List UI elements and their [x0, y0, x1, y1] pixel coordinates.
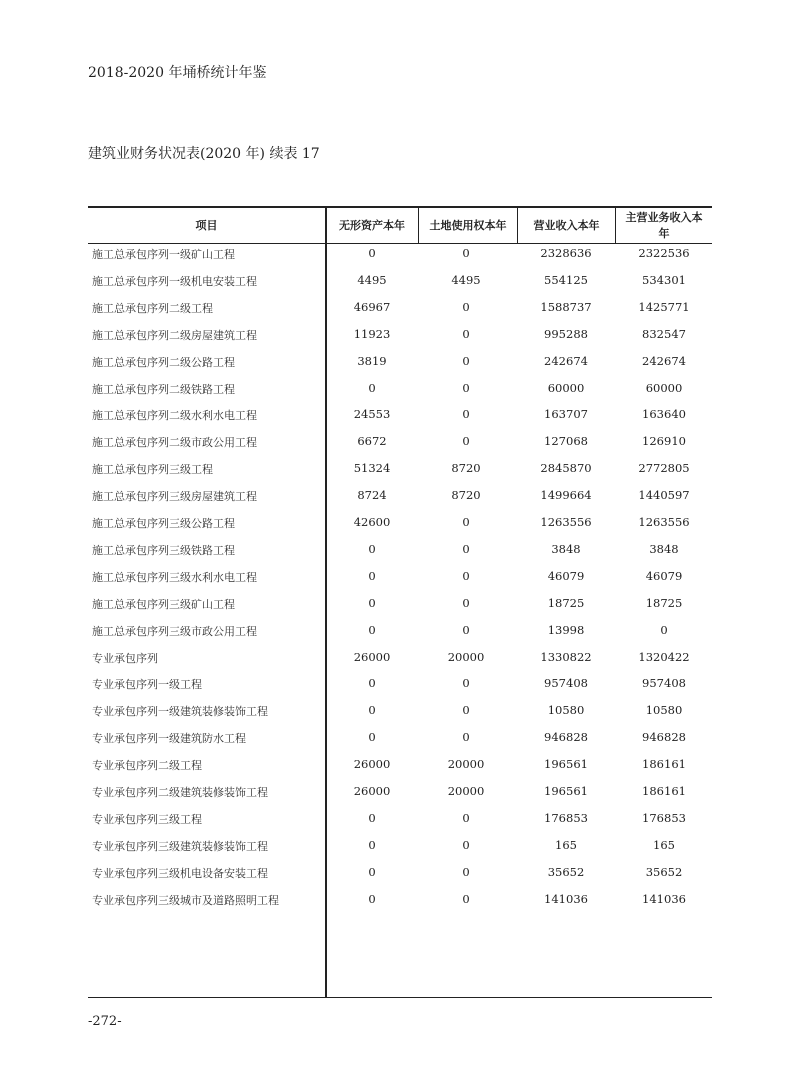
table-row — [88, 461, 712, 481]
cell-value: 1320422 — [638, 649, 690, 664]
row-label: 施工总承包序列三级房屋建筑工程 — [92, 490, 257, 504]
table-row — [88, 811, 712, 831]
cell-value: 20000 — [447, 757, 485, 772]
cell-value: 6672 — [357, 434, 387, 449]
table-row — [88, 569, 712, 589]
cell-value: 3848 — [551, 541, 581, 556]
row-label: 施工总承包序列二级公路工程 — [92, 355, 235, 369]
cell-value: 60000 — [547, 380, 585, 395]
cell-value: 534301 — [642, 272, 686, 287]
cell-value: 10580 — [645, 703, 683, 718]
row-label: 专业承包序列三级城市及道路照明工程 — [92, 893, 279, 907]
row-label: 施工总承包序列二级房屋建筑工程 — [92, 328, 257, 342]
cell-value: 46079 — [547, 568, 585, 583]
cell-value: 141036 — [544, 891, 588, 906]
cell-value: 0 — [368, 810, 376, 825]
row-label: 施工总承包序列三级工程 — [92, 463, 213, 477]
row-label: 施工总承包序列二级水利水电工程 — [92, 409, 257, 423]
cell-value: 26000 — [353, 649, 391, 664]
cell-value: 42600 — [353, 515, 391, 529]
table-row — [88, 650, 712, 670]
cell-value: 0 — [462, 434, 470, 449]
row-label: 专业承包序列二级工程 — [92, 759, 202, 773]
table-row — [88, 623, 712, 643]
cell-value: 186161 — [642, 784, 686, 798]
table-row — [88, 327, 712, 347]
table-row — [88, 838, 712, 858]
cell-value: 51324 — [353, 461, 391, 476]
cell-value: 26000 — [353, 784, 391, 798]
cell-value: 1263556 — [638, 515, 690, 529]
cell-value: 1425771 — [638, 299, 690, 314]
column-header-item: 项目 — [195, 218, 218, 232]
cell-value: 4495 — [451, 272, 481, 287]
cell-value: 46079 — [645, 568, 683, 583]
row-label: 施工总承包序列三级矿山工程 — [92, 597, 235, 611]
cell-value: 0 — [368, 891, 376, 906]
cell-value: 0 — [462, 891, 470, 906]
cell-value: 0 — [462, 299, 470, 314]
cell-value: 163707 — [544, 407, 588, 422]
running-head: 2018-2020 年埇桥统计年鉴 — [88, 65, 267, 81]
header-rule — [88, 243, 712, 244]
column-header-intangible: 无形资产本年 — [339, 218, 405, 232]
cell-value: 2328636 — [540, 246, 592, 260]
table-row — [88, 596, 712, 616]
cell-value: 1263556 — [540, 515, 592, 529]
row-label: 施工总承包序列三级铁路工程 — [92, 543, 235, 557]
cell-value: 832547 — [642, 326, 686, 341]
page-number: -272- — [88, 1014, 122, 1029]
cell-value: 1499664 — [540, 488, 592, 503]
cell-value: 0 — [462, 326, 470, 341]
cell-value: 0 — [462, 730, 470, 745]
row-label: 专业承包序列三级机电设备安装工程 — [92, 866, 268, 880]
cell-value: 4495 — [357, 272, 387, 287]
cell-value: 163640 — [642, 407, 686, 422]
cell-value: 13998 — [547, 622, 585, 637]
cell-value: 957408 — [544, 676, 588, 691]
cell-value: 1330822 — [540, 649, 592, 664]
cell-value: 0 — [462, 837, 470, 852]
financial-table — [88, 206, 712, 998]
row-label: 专业承包序列二级建筑装修装饰工程 — [92, 786, 268, 799]
table-row — [88, 892, 712, 912]
cell-value: 126910 — [642, 434, 686, 449]
cell-value: 1440597 — [638, 488, 690, 503]
cell-value: 2772805 — [638, 461, 690, 476]
table-row — [88, 865, 712, 885]
cell-value: 176853 — [642, 810, 686, 825]
table-row — [88, 488, 712, 508]
cell-value: 24553 — [353, 407, 391, 422]
row-label: 施工总承包序列二级市政公用工程 — [92, 436, 257, 450]
cell-value: 20000 — [447, 649, 485, 664]
table-row — [88, 703, 712, 723]
cell-value: 0 — [462, 568, 470, 583]
row-label: 施工总承包序列一级机电安装工程 — [92, 274, 257, 288]
cell-value: 18725 — [645, 595, 683, 610]
cell-value: 0 — [368, 703, 376, 718]
cell-value: 242674 — [642, 353, 686, 368]
cell-value: 60000 — [645, 380, 683, 395]
column-header-main-revenue: 主营业务收入本年 — [625, 210, 703, 240]
cell-value: 35652 — [547, 864, 585, 879]
cell-value: 2845870 — [540, 461, 592, 476]
cell-value: 10580 — [547, 703, 585, 718]
cell-value: 946828 — [544, 730, 588, 745]
cell-value: 0 — [368, 622, 376, 637]
cell-value: 0 — [462, 380, 470, 395]
cell-value: 0 — [462, 541, 470, 556]
cell-value: 0 — [368, 541, 376, 556]
table-row — [88, 354, 712, 374]
row-label: 专业承包序列一级建筑防水工程 — [92, 732, 246, 746]
table-row — [88, 515, 712, 535]
cell-value: 0 — [462, 810, 470, 825]
row-label: 专业承包序列一级建筑装修装饰工程 — [92, 705, 268, 719]
table-row — [88, 246, 712, 266]
cell-value: 8724 — [357, 488, 387, 503]
table-title: 建筑业财务状况表(2020 年) 续表 17 — [88, 146, 320, 162]
table-row — [88, 273, 712, 293]
cell-value: 3848 — [649, 541, 679, 556]
table-row — [88, 784, 712, 804]
cell-value: 0 — [368, 837, 376, 852]
row-label: 专业承包序列 — [92, 651, 158, 665]
cell-value: 1588737 — [540, 299, 592, 314]
row-label: 专业承包序列一级工程 — [92, 678, 202, 692]
cell-value: 0 — [462, 353, 470, 368]
row-label: 施工总承包序列二级工程 — [92, 301, 213, 315]
cell-value: 8720 — [451, 461, 481, 476]
cell-value: 46967 — [353, 299, 391, 314]
cell-value: 946828 — [642, 730, 686, 745]
table-row — [88, 381, 712, 401]
cell-value: 0 — [462, 595, 470, 610]
cell-value: 0 — [462, 864, 470, 879]
row-label: 施工总承包序列二级铁路工程 — [92, 382, 235, 396]
cell-value: 0 — [368, 676, 376, 691]
cell-value: 11923 — [353, 326, 391, 341]
cell-value: 0 — [368, 380, 376, 395]
row-label: 专业承包序列三级工程 — [92, 812, 202, 826]
table-bottom-rule — [88, 997, 712, 999]
cell-value: 176853 — [544, 810, 588, 825]
row-label: 施工总承包序列三级市政公用工程 — [92, 624, 257, 638]
table-row — [88, 676, 712, 696]
row-label: 专业承包序列三级建筑装修装饰工程 — [92, 839, 268, 853]
cell-value: 0 — [462, 676, 470, 691]
table-row — [88, 300, 712, 320]
cell-value: 0 — [660, 622, 668, 637]
cell-value: 995288 — [544, 326, 588, 341]
cell-value: 0 — [368, 595, 376, 610]
cell-value: 18725 — [547, 595, 585, 610]
column-header-land-use: 土地使用权本年 — [429, 218, 507, 232]
cell-value: 35652 — [645, 864, 683, 879]
cell-value: 165 — [555, 837, 577, 852]
table-row — [88, 757, 712, 777]
cell-value: 196561 — [544, 784, 588, 798]
table-row — [88, 407, 712, 427]
cell-value: 0 — [462, 246, 470, 260]
cell-value: 141036 — [642, 891, 686, 906]
row-label: 施工总承包序列三级水利水电工程 — [92, 570, 257, 584]
cell-value: 554125 — [544, 272, 588, 287]
cell-value: 0 — [368, 568, 376, 583]
column-header-revenue: 营业收入本年 — [533, 218, 600, 232]
table-row — [88, 434, 712, 454]
cell-value: 0 — [368, 246, 376, 260]
row-label: 施工总承包序列三级公路工程 — [92, 517, 235, 530]
cell-value: 0 — [368, 864, 376, 879]
cell-value: 196561 — [544, 757, 588, 772]
cell-value: 165 — [653, 837, 675, 852]
cell-value: 20000 — [447, 784, 485, 798]
cell-value: 0 — [462, 622, 470, 637]
table-row — [88, 730, 712, 750]
cell-value: 0 — [462, 515, 470, 529]
cell-value: 127068 — [544, 434, 588, 449]
cell-value: 3819 — [357, 353, 387, 368]
cell-value: 242674 — [544, 353, 588, 368]
cell-value: 0 — [368, 730, 376, 745]
cell-value: 957408 — [642, 676, 686, 691]
cell-value: 26000 — [353, 757, 391, 772]
row-label: 施工总承包序列一级矿山工程 — [92, 248, 235, 261]
cell-value: 2322536 — [638, 246, 690, 260]
cell-value: 0 — [462, 407, 470, 422]
table-row — [88, 542, 712, 562]
cell-value: 186161 — [642, 757, 686, 772]
cell-value: 0 — [462, 703, 470, 718]
cell-value: 8720 — [451, 488, 481, 503]
